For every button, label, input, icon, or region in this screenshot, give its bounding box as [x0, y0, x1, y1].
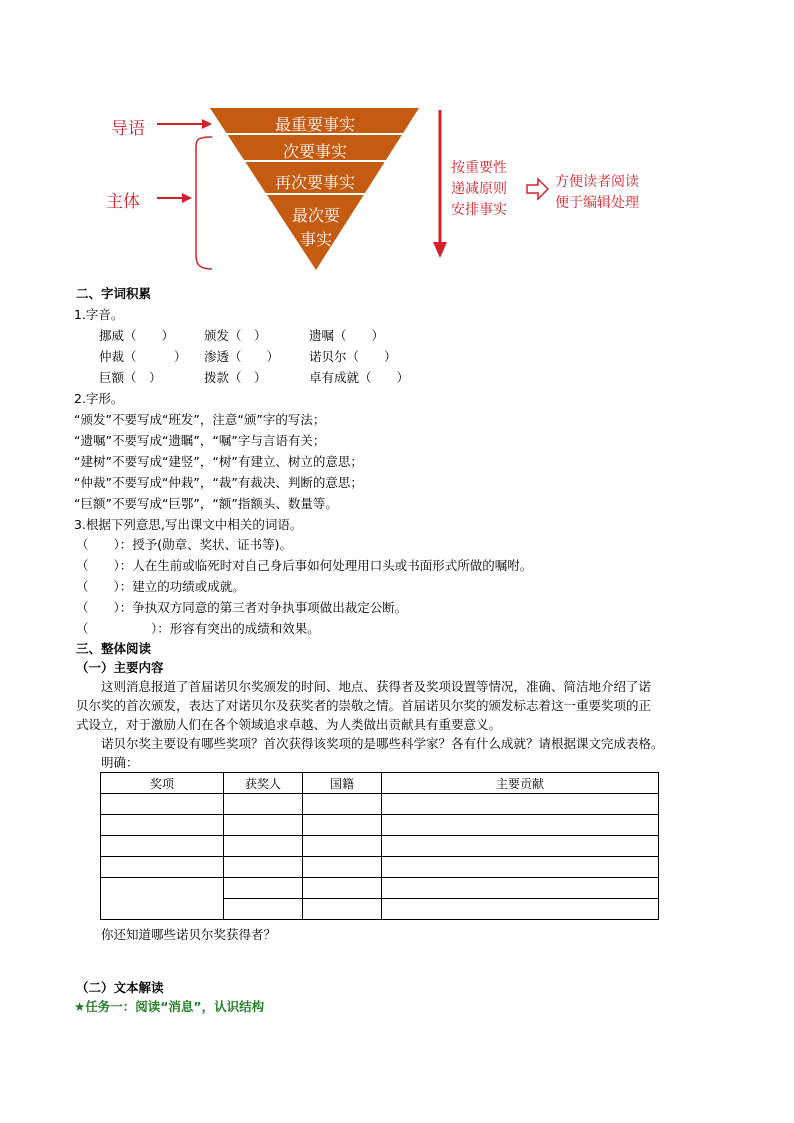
table-cell[interactable]	[382, 878, 659, 899]
pron-item: 仲裁（ ）	[99, 349, 187, 364]
definition-item: （ ）：争执双方同意的第三者对争执事项做出裁定公断。	[76, 600, 408, 615]
table-cell[interactable]	[303, 857, 382, 878]
summary-line: 贝尔奖的首次颁发，表达了对诺贝尔及获奖者的崇敬之情。首届诺贝尔奖的颁发标志着这一重要奖项的正	[76, 698, 652, 713]
pron-item: 遗嘱（ ）	[309, 328, 385, 343]
glyph-note: “建树”不要写成“建竖”，“树”有建立、树立的意思；	[74, 454, 363, 469]
section2-title: 二、字词积累	[76, 286, 152, 301]
pron-item: 诺贝尔（ ）	[309, 349, 397, 364]
pron-item: 挪威（ ）	[99, 328, 175, 343]
benefit-line2: 便于编辑处理	[555, 195, 639, 211]
pyramid-graphic	[0, 0, 794, 290]
table-cell[interactable]	[303, 794, 382, 815]
table-header: 国籍	[303, 773, 382, 794]
level-secondary: 次要事实	[282, 142, 347, 161]
prize-table	[100, 772, 659, 920]
table-cell[interactable]	[224, 794, 303, 815]
table-row	[101, 815, 659, 836]
table-cell[interactable]	[101, 857, 224, 878]
table-question: 诺贝尔奖主要设有哪些奖项？首次获得该奖项的是哪些科学家？各有什么成就？请根据课文完成表格。	[101, 736, 664, 751]
table-header-row	[101, 773, 659, 794]
table-header: 获奖人	[224, 773, 303, 794]
table-cell[interactable]	[224, 878, 303, 899]
table-row	[101, 857, 659, 878]
body-label: 主体	[106, 192, 140, 212]
task-one-heading: ★任务一：阅读“消息”，认识结构	[74, 999, 265, 1014]
principle-line2: 递减原则	[451, 181, 507, 197]
pron-item: 颁发（ ）	[204, 328, 267, 343]
glyph-note: “仲裁”不要写成“仲栽”，“裁”有裁决、判断的意思；	[74, 475, 363, 490]
table-cell[interactable]	[101, 836, 224, 857]
level-least-line2: 事实	[299, 230, 332, 249]
table-cell[interactable]	[224, 815, 303, 836]
table-row	[101, 836, 659, 857]
table-row	[101, 878, 659, 899]
benefit-line1: 方便读者阅读	[555, 174, 639, 190]
glyph-note: “巨额”不要写成“巨鄂”，“额”指额头、数量等。	[74, 496, 338, 511]
table-row	[101, 794, 659, 815]
summary-line: 式设立，对于激励人们在各个领域追求卓越、为人类做出贡献具有重要意义。	[76, 717, 502, 732]
glyph-note: “颁发”不要写成“班发”，注意“颁”字的写法；	[74, 412, 326, 427]
principle-line3: 安排事实	[451, 202, 507, 218]
glyph-heading: 2.字形。	[74, 391, 124, 406]
followup-question: 你还知道哪些诺贝尔奖获得者？	[101, 927, 277, 942]
text-analysis-heading: （二）文本解读	[76, 980, 164, 995]
table-cell[interactable]	[303, 899, 382, 920]
answer-label: 明确：	[101, 755, 139, 770]
principle-line1: 按重要性	[451, 160, 507, 176]
definition-heading: 3.根据下列意思,写出课文中相关的词语。	[74, 517, 303, 532]
intro-label: 导语	[111, 119, 145, 139]
summary-line: 这则消息报道了首届诺贝尔奖颁发的时间、地点、获得者及奖项设置等情况，准确、简洁地介绍了诺	[101, 679, 652, 694]
pron-item: 卓有成就（ ）	[309, 370, 410, 385]
table-cell[interactable]	[382, 794, 659, 815]
table-cell[interactable]	[303, 878, 382, 899]
definition-item: （ ）：形容有突出的成绩和效果。	[76, 621, 320, 636]
table-cell[interactable]	[101, 794, 224, 815]
pron-item: 拨款（ ）	[204, 370, 267, 385]
table-cell[interactable]	[224, 857, 303, 878]
table-cell[interactable]	[224, 899, 303, 920]
table-cell[interactable]	[382, 836, 659, 857]
table-cell[interactable]	[303, 815, 382, 836]
table-cell[interactable]	[382, 857, 659, 878]
definition-item: （ ）：人在生前或临死时对自己身后事如何处理用口头或书面形式所做的嘱咐。	[76, 558, 533, 573]
level-tertiary: 再次要事实	[274, 173, 355, 192]
table-cell[interactable]	[101, 815, 224, 836]
glyph-note: “遗嘱”不要写成“遗瞩”，“嘱”字与言语有关；	[74, 433, 326, 448]
definition-item: （ ）：建立的功绩或成就。	[76, 579, 245, 594]
table-cell[interactable]	[303, 836, 382, 857]
pron-item: 渗透（ ）	[204, 349, 280, 364]
pyramid-diagram	[0, 0, 794, 290]
definition-item: （ ）：授予(勋章、奖状、证书等)。	[76, 537, 293, 552]
table-header: 奖项	[101, 773, 224, 794]
level-most-important: 最重要事实	[274, 115, 355, 134]
main-content-heading: （一）主要内容	[76, 660, 164, 675]
pron-item: 巨额（ ）	[99, 370, 162, 385]
table-cell[interactable]	[382, 899, 659, 920]
section3-title: 三、整体阅读	[76, 641, 152, 656]
pronunciation-heading: 1.字音。	[74, 307, 124, 322]
level-least-line1: 最次要	[291, 206, 340, 225]
table-header: 主要贡献	[382, 773, 659, 794]
table-cell[interactable]	[224, 836, 303, 857]
table-cell[interactable]	[382, 815, 659, 836]
table-cell-merged[interactable]	[101, 878, 224, 920]
